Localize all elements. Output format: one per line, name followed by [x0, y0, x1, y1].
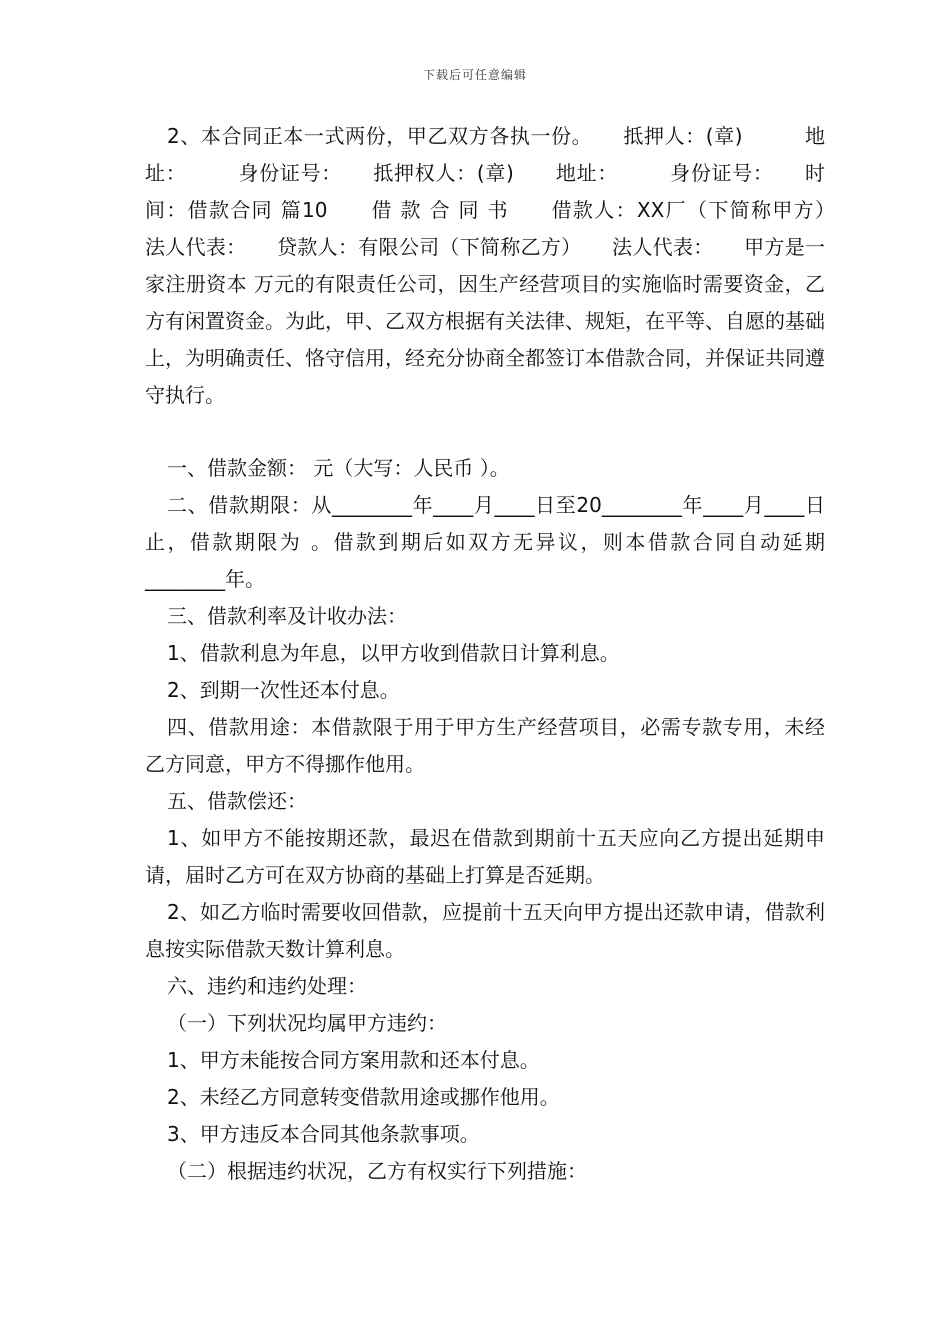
paragraph-breach-sub-1: （一）下列状况均属甲方违约： [167, 1011, 447, 1035]
paragraph-loan-purpose: 四、借款用途：本借款限于用于甲方生产经营项目，必需专款专用，未经乙方同意，甲方不得挪作他用。 [145, 715, 825, 776]
paragraph-interest-item-2: 2、到期一次性还本付息。 [167, 678, 400, 702]
paragraph-breach-item-1: 1、甲方未能按合同方案用款和还本付息。 [167, 1048, 540, 1072]
paragraph-breach-item-3: 3、甲方违反本合同其他条款事项。 [167, 1122, 480, 1146]
paragraph-breach-sub-2: （二）根据违约状况，乙方有权实行下列措施： [167, 1159, 587, 1183]
page-header: 下载后可任意编辑 [422, 68, 527, 82]
paragraph-interest-item-1: 1、借款利息为年息，以甲方收到借款日计算利息。 [167, 641, 620, 665]
paragraph-signatures-and-preamble: 2、本合同正本一式两份，甲乙双方各执一份。 抵押人：(章) 地址： 身份证号： 抵押权人：(章) 地址： 身份证号： 时间：借款合同 篇10 借 款 合 同 书 借款人：XX厂（下简称甲方） 法人代表： 贷款人：有限公司（下简称乙方） 法人代表： 甲方是一家注册资本 万元的有限责任公司，因生产经营项目的实施临时需要资金，乙方有闲置资金。为此，甲、乙双方根据有关法律、规矩，在平等、自愿的基础上，为明确责任、恪守信用，经充分协商全都签订本借款合同，并保证共同遵守执行。 [145, 124, 865, 407]
paragraph-repayment-heading: 五、借款偿还： [167, 789, 307, 813]
paragraph-loan-term: 二、借款期限：从________年____月____日至20________年____月____日止，借款期限为 。借款到期后如双方无异议，则本借款合同自动延期________年。 [145, 493, 825, 591]
paragraph-repayment-item-1: 1、如甲方不能按期还款，最迟在借款到期前十五天应向乙方提出延期申请，届时乙方可在双方协商的基础上打算是否延期。 [145, 826, 825, 887]
paragraph-repayment-item-2: 2、如乙方临时需要收回借款，应提前十五天向甲方提出还款申请，借款利息按实际借款天数计算利息。 [145, 900, 825, 961]
document-body [145, 118, 865, 1190]
paragraph-loan-amount: 一、借款金额： 元（大写：人民币 ）。 [167, 456, 510, 480]
paragraph-breach-item-2: 2、未经乙方同意转变借款用途或挪作他用。 [167, 1085, 560, 1109]
paragraph-interest-heading: 三、借款利率及计收办法： [167, 604, 407, 628]
paragraph-breach-heading: 六、违约和违约处理： [167, 974, 367, 998]
